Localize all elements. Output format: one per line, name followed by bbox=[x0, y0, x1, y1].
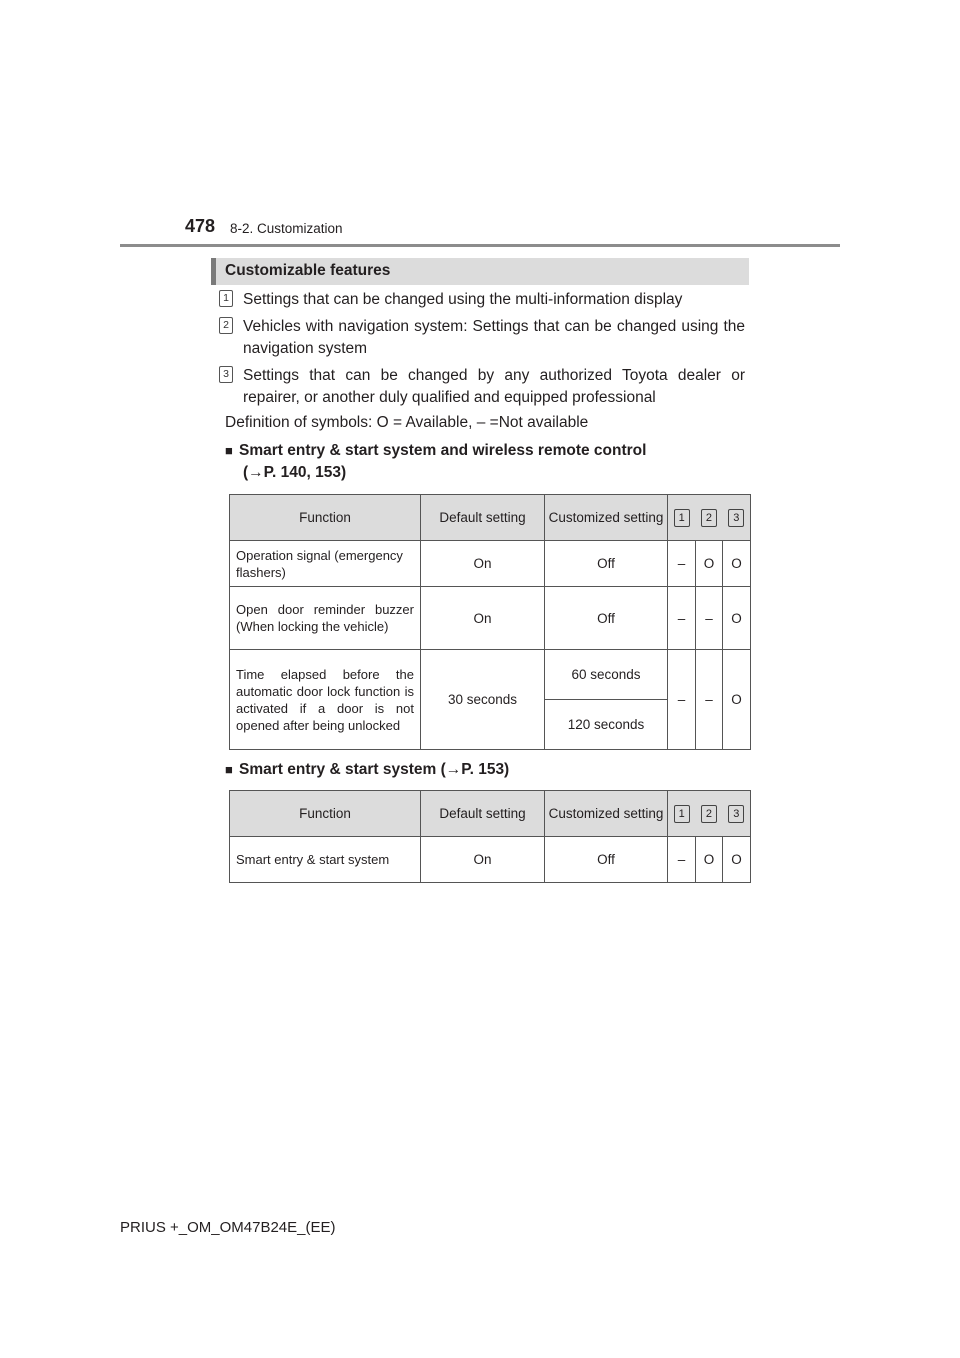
section2-table bbox=[229, 790, 751, 883]
method-2-cell: O bbox=[696, 541, 723, 587]
function-cell: Operation signal (emergency flashers) bbox=[230, 541, 421, 587]
customized-cell: Off bbox=[545, 541, 668, 587]
method-3-cell: O bbox=[723, 587, 751, 650]
method-1-cell: – bbox=[668, 650, 696, 750]
method-1-icon: 1 bbox=[674, 509, 690, 527]
section1-title-line2: (→P. 140, 153) bbox=[243, 464, 347, 481]
col-default: Default setting bbox=[421, 495, 545, 541]
col-default: Default setting bbox=[421, 791, 545, 837]
col-methods bbox=[668, 791, 751, 837]
bullet-square-icon: ■ bbox=[225, 762, 233, 777]
note-3: Settings that can be changed by any authorized Toyota dealer or repairer, or another duly qualified and equipped professional bbox=[243, 367, 745, 406]
method-2-cell: – bbox=[696, 650, 723, 750]
method-1-cell: – bbox=[668, 541, 696, 587]
col-customized: Customized setting bbox=[545, 495, 668, 541]
table-header-row bbox=[230, 791, 751, 837]
default-cell: On bbox=[421, 541, 545, 587]
section-title: 8-2. Customization bbox=[230, 221, 343, 236]
table-row bbox=[230, 650, 751, 700]
customized-cell: 60 seconds bbox=[545, 650, 668, 700]
default-cell: 30 seconds bbox=[421, 650, 545, 750]
header-divider bbox=[120, 244, 840, 247]
customized-cell: Off bbox=[545, 587, 668, 650]
method-3-cell: O bbox=[723, 837, 751, 883]
method-3-cell: O bbox=[723, 650, 751, 750]
table-row bbox=[230, 837, 751, 883]
method-3-icon: 3 bbox=[728, 805, 744, 823]
method-3-cell: O bbox=[723, 541, 751, 587]
function-cell: Smart entry & start system bbox=[230, 837, 421, 883]
note-number-3: 3 bbox=[219, 366, 233, 383]
note-1: Settings that can be changed using the multi-information display bbox=[243, 291, 683, 308]
table-row bbox=[230, 587, 751, 650]
document-footer: PRIUS +_OM_OM47B24E_(EE) bbox=[120, 1219, 336, 1236]
method-2-cell: O bbox=[696, 837, 723, 883]
note-number-1: 1 bbox=[219, 290, 233, 307]
method-2-cell: – bbox=[696, 587, 723, 650]
table-row bbox=[230, 541, 751, 587]
section2-heading bbox=[225, 759, 509, 781]
method-1-icon: 1 bbox=[674, 805, 690, 823]
col-function: Function bbox=[230, 791, 421, 837]
customized-cell: Off bbox=[545, 837, 668, 883]
symbol-definition: Definition of symbols: O = Available, – =Not available bbox=[225, 414, 589, 431]
note-number-2: 2 bbox=[219, 317, 233, 334]
section2-title: Smart entry & start system (→P. 153) bbox=[239, 761, 510, 778]
default-cell: On bbox=[421, 587, 545, 650]
section1-heading bbox=[225, 440, 646, 484]
note-2: Vehicles with navigation system: Settings that can be changed using the navigation system bbox=[243, 318, 745, 357]
customizable-features-title: Customizable features bbox=[225, 262, 391, 279]
function-cell: Time elapsed before the automatic door lock function is activated if a door is not opened after being unlocked bbox=[230, 650, 421, 750]
function-cell: Open door reminder buzzer (When locking the vehicle) bbox=[230, 587, 421, 650]
col-function: Function bbox=[230, 495, 421, 541]
method-1-cell: – bbox=[668, 837, 696, 883]
section1-title-line1: Smart entry & start system and wireless remote control bbox=[239, 442, 647, 459]
method-2-icon: 2 bbox=[701, 805, 717, 823]
section1-table bbox=[229, 494, 751, 750]
col-methods bbox=[668, 495, 751, 541]
default-cell: On bbox=[421, 837, 545, 883]
table-header-row bbox=[230, 495, 751, 541]
method-1-cell: – bbox=[668, 587, 696, 650]
method-2-icon: 2 bbox=[701, 509, 717, 527]
bar-marker bbox=[211, 258, 216, 285]
customized-cell: 120 seconds bbox=[545, 700, 668, 750]
bullet-square-icon: ■ bbox=[225, 443, 233, 458]
method-3-icon: 3 bbox=[728, 509, 744, 527]
col-customized: Customized setting bbox=[545, 791, 668, 837]
page-number: 478 bbox=[185, 216, 216, 236]
customizable-features-bar bbox=[211, 258, 749, 285]
